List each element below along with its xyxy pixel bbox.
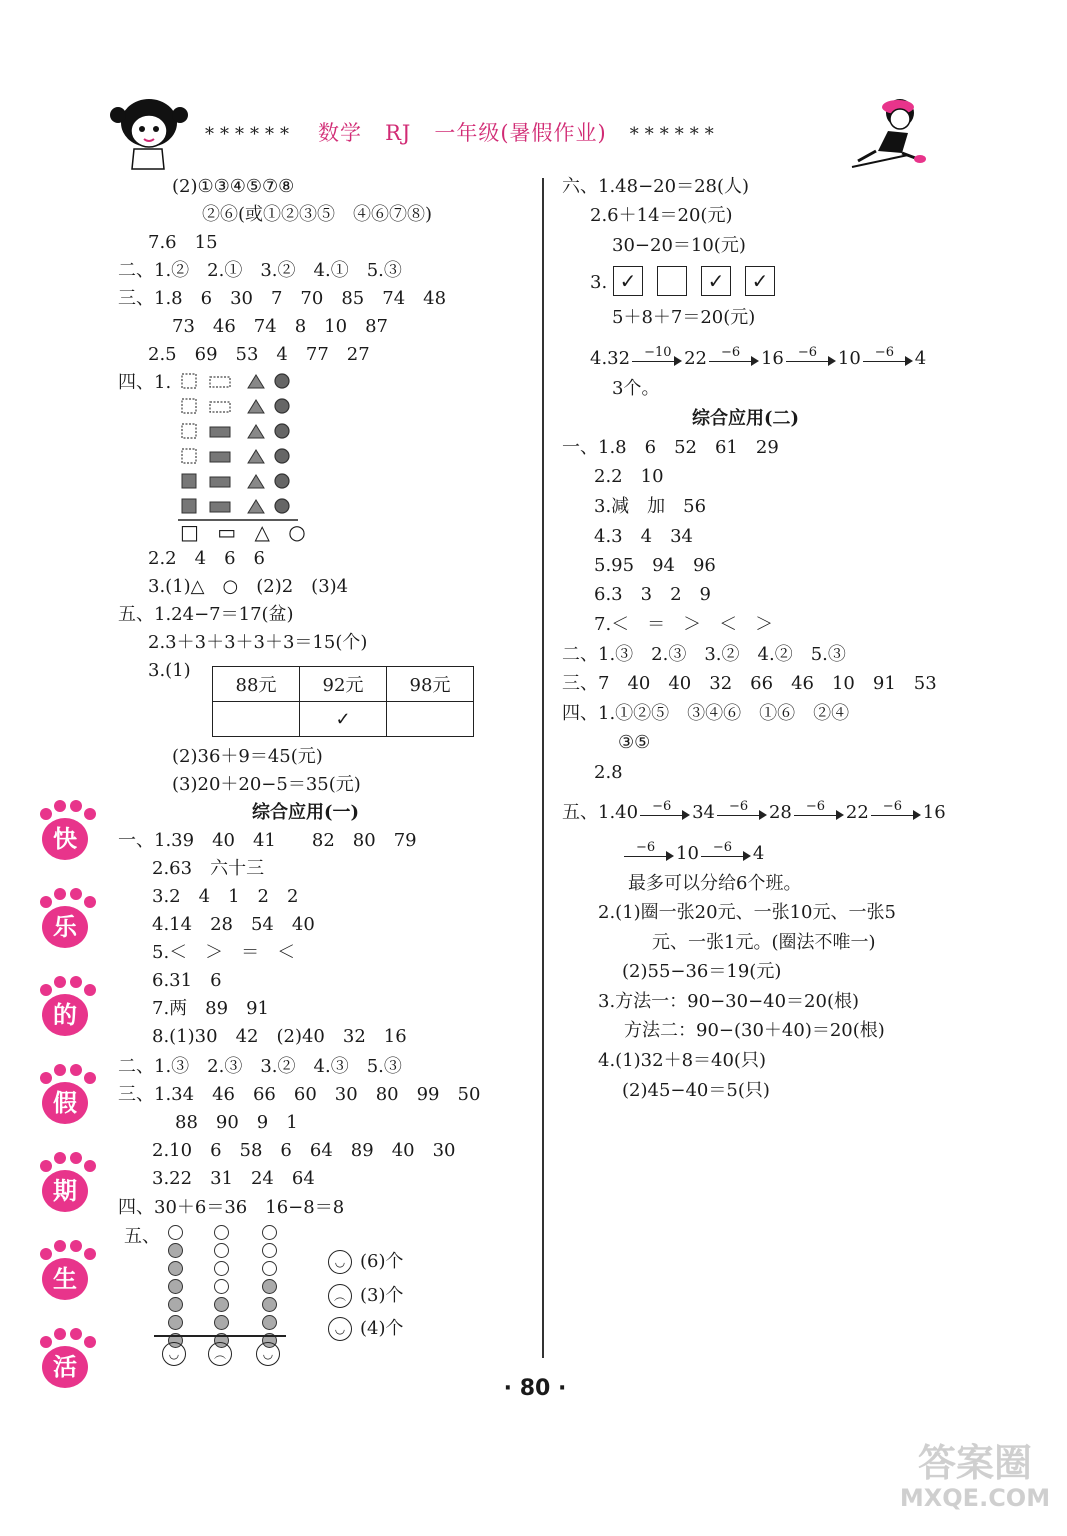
answer-line: (2)①③④⑤⑦⑧	[172, 176, 295, 197]
arrow-icon: −6	[640, 804, 690, 822]
answer-line: 6.31 6	[152, 970, 222, 991]
check-box: ✓	[613, 266, 643, 296]
arrow-icon: −6	[794, 804, 844, 822]
answer-line: 7.6 15	[148, 232, 218, 253]
mark-cell: ✓	[300, 702, 387, 737]
answer-line: 2.6＋14＝20(元)	[590, 205, 733, 226]
answer-line: 三、1.34 46 66 60 30 80 99 50	[118, 1084, 481, 1105]
answer-line: 2.63 六十三	[152, 858, 265, 879]
answer-line: 五、1.24−7＝17(盆)	[118, 604, 294, 625]
face-icon-sad: ︵	[208, 1342, 232, 1366]
chain-value: 28	[768, 802, 792, 823]
answer-line: 方法二：90−(30＋40)＝20(根)	[624, 1020, 885, 1041]
banner-char: 期	[42, 1170, 88, 1212]
arrow-icon: −6	[863, 350, 913, 368]
answer-line: 最多可以分给6个班。	[628, 873, 802, 894]
answer-line: 5＋8＋7＝20(元)	[612, 307, 756, 328]
answer-line: 6.3 3 2 9	[594, 584, 711, 605]
face-count: (4)个	[360, 1318, 404, 1339]
answer-line: 2.8	[594, 762, 623, 783]
shape-chart	[178, 372, 298, 522]
check-box: ✓	[745, 266, 775, 296]
paw-icon	[36, 1064, 96, 1134]
answer-line: 三、7 40 40 32 66 46 10 91 53	[562, 673, 937, 694]
answer-line: 7.＜ ＝ ＞ ＜ ＞	[594, 614, 774, 635]
chain-start: 五、1.40	[562, 802, 639, 823]
chain-value: 22	[684, 348, 707, 369]
answer-line: 2.10 6 58 6 64 89 40 30	[152, 1140, 456, 1161]
page-header	[0, 95, 1067, 175]
title-subject: 数学	[318, 121, 363, 145]
answer-line: 5.＜ ＞ ＝ ＜	[152, 942, 296, 963]
answer-line: 3.	[590, 272, 608, 293]
answer-line: 73 46 74 8 10 87	[172, 316, 388, 337]
banner-char: 假	[42, 1082, 88, 1124]
answer-line: 3.2 4 1 2 2	[152, 886, 299, 907]
chain-value: 34	[692, 802, 715, 823]
check-box	[657, 266, 687, 296]
bead-baseline	[154, 1335, 286, 1337]
answer-line: (2)45−40＝5(只)	[622, 1080, 770, 1101]
arrow-chain	[562, 799, 946, 824]
answer-line: 四、1.	[118, 372, 172, 393]
face-icon-happy: ◡	[162, 1342, 186, 1366]
answer-line: 3.减 加 56	[594, 496, 707, 517]
answer-line: ②⑥(或①②③⑤ ④⑥⑦⑧)	[202, 204, 433, 225]
answer-line: 二、1.③ 2.③ 3.② 4.② 5.③	[562, 644, 846, 665]
answer-line: 二、1.③ 2.③ 3.② 4.③ 5.③	[118, 1056, 402, 1077]
paw-icon	[36, 976, 96, 1046]
banner-char: 乐	[42, 906, 88, 948]
answer-line: 88 90 9 1	[175, 1112, 298, 1133]
face-count: (3)个	[360, 1285, 404, 1306]
arrow-icon: −6	[717, 804, 767, 822]
chain-value: 4	[752, 843, 765, 864]
price-cell: 98元	[387, 667, 474, 702]
answer-line: 4.14 28 54 40	[152, 914, 315, 935]
answer-line: 30−20＝10(元)	[612, 235, 746, 256]
check-box: ✓	[701, 266, 731, 296]
chain-value: 10	[837, 348, 861, 369]
arrow-icon: −6	[701, 845, 751, 863]
banner-char: 生	[42, 1258, 88, 1300]
page-number: · 80 ·	[503, 1376, 567, 1401]
answer-line: 四、1.①②⑤ ③④⑥ ①⑥ ②④	[562, 703, 850, 724]
answer-line: 4.(1)32＋8＝40(只)	[598, 1050, 766, 1071]
answer-line: (3)20＋20−5＝35(元)	[172, 774, 361, 795]
stars-left: ******	[205, 124, 295, 145]
paw-icon	[36, 888, 96, 958]
bead-column	[160, 1222, 190, 1351]
section-title: 综合应用(二)	[692, 408, 800, 429]
answer-line: ③⑤	[618, 732, 651, 753]
answer-line: 2.2 4 6 6	[148, 548, 265, 569]
paw-icon	[36, 1152, 96, 1222]
answer-line: 一、1.8 6 52 61 29	[562, 437, 779, 458]
chain-value: 4	[914, 348, 927, 369]
girl-illustration	[104, 95, 194, 175]
arrow-icon: −6	[624, 845, 674, 863]
arrow-chain	[622, 840, 765, 865]
arrow-icon: −6	[871, 804, 921, 822]
answer-line: 一、1.39 40 41 82 80 79	[118, 830, 417, 851]
answer-line: 3.22 31 24 64	[152, 1168, 315, 1189]
answer-line: 2.(1)圈一张20元、一张10元、一张5	[598, 902, 896, 923]
title-grade: 一年级(暑假作业)	[434, 121, 607, 145]
checkbox-row	[613, 266, 789, 296]
banner-char: 快	[42, 818, 88, 860]
watermark-url: MXQE.COM	[899, 1484, 1051, 1512]
arrow-icon: −6	[709, 350, 759, 368]
mark-cell	[387, 702, 474, 737]
answer-line: 六、1.48−20＝28(人)	[562, 176, 750, 197]
answer-line: 8.(1)30 42 (2)40 32 16	[152, 1026, 407, 1047]
price-table	[212, 666, 474, 737]
answer-line: 五、	[124, 1226, 160, 1247]
paw-icon	[36, 1240, 96, 1310]
paw-icon	[36, 1328, 96, 1398]
face-icon-happy: ◡	[328, 1250, 352, 1274]
answer-line: 5.95 94 96	[594, 555, 716, 576]
chain-start: 4.32	[590, 348, 631, 369]
price-cell: 88元	[213, 667, 300, 702]
arrow-icon: −6	[786, 350, 836, 368]
paw-icon	[36, 800, 96, 870]
arrow-icon: −10	[632, 350, 682, 368]
answer-line: 3.(1)	[148, 660, 191, 681]
face-icon-smile: ◡	[256, 1342, 280, 1366]
title-edition: RJ	[385, 121, 412, 145]
answer-line: 3.方法一：90−30−40＝20(根)	[598, 991, 859, 1012]
banner-char: 活	[42, 1346, 88, 1388]
section-title: 综合应用(一)	[252, 802, 360, 823]
answer-line: (2)36＋9＝45(元)	[172, 746, 323, 767]
bead-column	[254, 1222, 284, 1351]
face-icon-smile: ◡	[328, 1317, 352, 1341]
watermark-brand: 答案圈	[917, 1441, 1032, 1485]
answer-line: 四、30＋6＝36 16−8＝8	[118, 1197, 345, 1218]
answer-line: 元、一张1元。(圈法不唯一)	[652, 932, 876, 953]
bead-column	[206, 1222, 236, 1351]
arrow-chain	[590, 345, 927, 370]
answer-line: 2.3＋3＋3＋3＋3＝15(个)	[148, 632, 368, 653]
answer-line: 三、1.8 6 30 7 70 85 74 48	[118, 288, 447, 309]
header-title	[205, 117, 845, 147]
face-icon-sad: ︵	[328, 1284, 352, 1308]
banner-char: 的	[42, 994, 88, 1036]
face-count: (6)个	[360, 1251, 404, 1272]
answer-line: 2.5 69 53 4 77 27	[148, 344, 370, 365]
answer-line: 二、1.② 2.① 3.② 4.① 5.③	[118, 260, 402, 281]
chain-value: 22	[845, 802, 869, 823]
answer-line: 2.2 10	[594, 466, 664, 487]
watermark	[890, 1432, 1060, 1532]
answer-line: 3个。	[612, 378, 660, 399]
stars-right: ******	[629, 124, 720, 145]
answer-line: (2)55−36＝19(元)	[622, 961, 782, 982]
mark-cell	[213, 702, 300, 737]
price-cell: 92元	[300, 667, 387, 702]
chain-value: 10	[676, 843, 699, 864]
chain-value: 16	[922, 802, 946, 823]
column-divider	[542, 178, 544, 1358]
boy-illustration	[848, 95, 938, 175]
answer-line: 7.两 89 91	[152, 998, 269, 1019]
answer-line: 4.3 4 34	[594, 526, 693, 547]
chain-value: 16	[760, 348, 784, 369]
shape-labels: □ ▭ △ ○	[180, 520, 312, 544]
answer-line: 3.(1)△ ○ (2)2 (3)4	[148, 576, 349, 597]
